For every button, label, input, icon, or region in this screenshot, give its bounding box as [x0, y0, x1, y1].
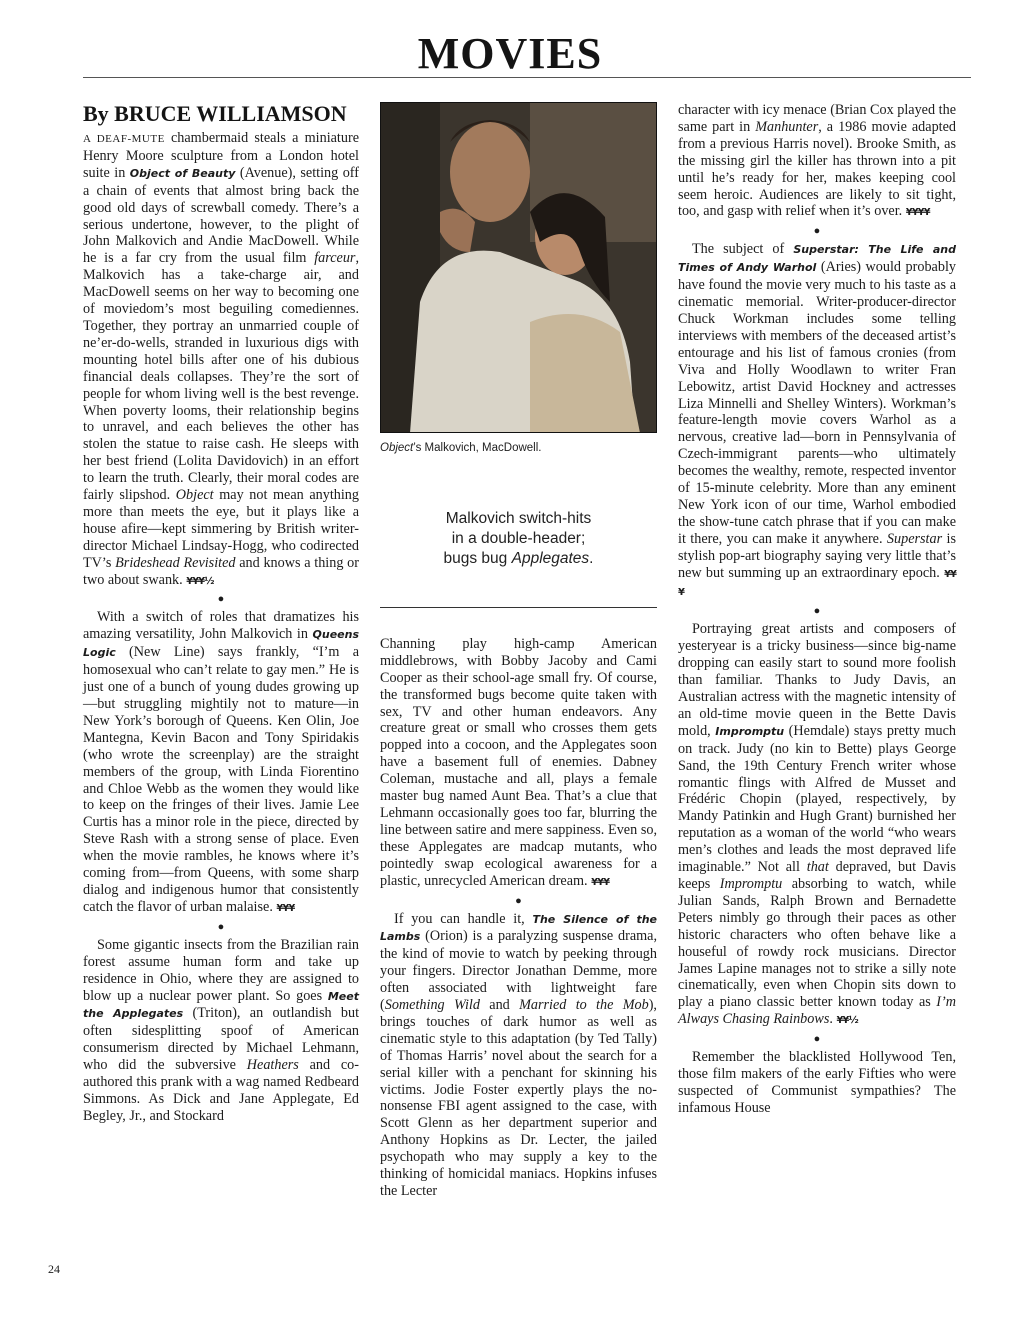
review-queens-logic: With a switch of roles that dramatizes his amazing versatility, John Malkovich in Queens Logic (New Line) says frankly, “I’m a homosexual who can’t relate to gay men.” He is just one of a bunch of young dudes growing up—but struggling mightily not to mature—in New York’s borough of Queens. Ken Olin, Joe Mantegna, Kevin Bacon and Tony Spiridakis (who wrote the screenplay) are the straight members of the group, with Linda Fiorentino and Chloe Webb as the women they would like to keep on the fringes of their lives. Jamie Lee Curtis has a minor role in the piece, directed by Steve Rash with a strong sense of place. Even when the movie rambles, he knows where it’s coming from—from Queens, with some sharp dialog and indigenous humor that consistently catch the flavor of urban malaise. ¥¥¥ — [83, 609, 359, 915]
rating-icon: ¥¥½ — [836, 1015, 858, 1027]
film-title: Queens Logic — [83, 628, 359, 660]
column-1 — [83, 102, 359, 1125]
review-silence-of-the-lambs: If you can handle it, The Silence of the Lambs (Orion) is a paralyzing suspense drama, the kind of movie to watch by peeking through your fingers. Director Jonathan Demme, more often associated with lightweight fare (Something Wild and Married to the Mob), brings touches of dark humor as well as cinematic style to this adaptation (by Ted Tally) of Thomas Harris’ novel about the search for a serial killer with a penchant for skinning his victims. Jodie Foster expertly plays the no-nonsense FBI agent assigned to the case, with Scott Glenn as her department superior and Anthony Hopkins as Dr. Lecter, the jailed psychopath who may supply a key to the thinking of homicidal maniacs. Hopkins infuses the Lecter — [380, 910, 657, 1199]
review-superstar: The subject of Superstar: The Life and Times of Andy Warhol (Aries) would probably have found the movie very much to his taste as a cinematic memorial. Writer-producer-director Chuck Workman includes some telling interviews with members of the deceased artist’s entourage and his list of famous cronies (from Viva and Holly Woodlawn to writer Fran Lebowitz, artist David Hockney and actresses Liza Minnelli and Shelley Winters). Workman’s feature-length movie covers Warhol as a nervous, creative lad—born in Pennsylvania of Czech-immigrant parents—who ultimately becomes the wealthy, remote, respected inventor of 15-minute celebrity. More than any eminent New York icon of our time, Warhol embodied the show-tune catch phrase that if you can make it there, you can make it anywhere. Superstar is stylish pop-art biography saying very little that’s new but summing up an extraordinary epoch. ¥¥¥ — [678, 241, 956, 599]
film-title: Impromptu — [715, 724, 785, 738]
photo-illustration — [380, 102, 657, 433]
separator-dot: ● — [813, 605, 821, 618]
column-2 — [380, 102, 657, 1200]
separator-dot: ● — [813, 1033, 821, 1046]
header-rule — [83, 77, 971, 78]
separator-dot: ● — [813, 225, 821, 238]
film-title: Meet the Applegates — [83, 989, 359, 1021]
film-title: Superstar: The Life and Times of Andy Warhol — [678, 243, 956, 275]
film-title: Object of Beauty — [129, 166, 236, 180]
separator-dot: ● — [217, 593, 225, 606]
rating-icon: ¥¥¥ — [678, 568, 956, 599]
rating-icon: ¥¥¥¥ — [905, 207, 930, 219]
separator-dot: ● — [515, 894, 522, 907]
review-meet-the-applegates: Some gigantic insects from the Brazilian rain forest assume human form and take up residence in Ohio, where they are assigned to blow up a nuclear power plant. So goes Meet the Applegates (Triton), an outlandish but often sidesplitting spoof of American consumerism directed by Michael Lehmann, who did the subversive Heathers and co-authored this prank with a wag named Redbeard Simmons. As Dick and Jane Applegate, Ed Begley, Jr., and Stockard — [83, 936, 360, 1124]
review-applegates-continued: Channing play high-camp American middlebrows, with Bobby Jacoby and Cami Cooper as their school-age small fry. Of course, the transformed bugs become quite taken with sex, TV and other human endeavors. Any creature great or small who crosses them gets popped into a cocoon, and the Applegates soon have a basement full of enemies. Dabney Coleman, mustache and all, plays a female master bug named Aunt Bea. That’s a clue that Lehmann occasionally goes too far, blurring the line between satire and mere sappiness. Even so, these Applegates are madcap mutants, who pointedly swap ecological awareness for a plastic, unrecycled American dream. ¥¥¥ — [380, 635, 657, 889]
movie-still-photo — [380, 102, 657, 433]
column-3 — [678, 102, 956, 1117]
film-title: The Silence of the Lambs — [380, 912, 657, 944]
rating-icon: ¥¥¥ — [276, 902, 295, 914]
review-silence-continued: character with icy menace (Brian Cox played the same part in Manhunter, a 1986 movie adapted from a previous Harris novel). Brooke Smith, as the missing girl the killer has thrown into a pit until he’s ready for her, makes keeping cool seem heroic. Audiences are likely to sit tight, too, and gasp with relief when it’s over. ¥¥¥¥ — [678, 102, 956, 220]
rating-icon: ¥¥¥ — [591, 876, 610, 888]
section-title: MOVIES — [417, 29, 603, 78]
photo-caption: Object’s Malkovich, MacDowell. — [380, 442, 542, 454]
page-number: 24 — [48, 1262, 60, 1276]
review-hollywood-ten: Remember the blacklisted Hollywood Ten, those film makers of the early Fifties who were suspected of Communist sympathies? The infamous House — [678, 1049, 956, 1116]
rating-icon: ¥¥¥½ — [186, 575, 214, 587]
review-object-of-beauty: A DEAF-MUTE chambermaid steals a miniature Henry Moore sculpture from a London hotel suite in Object of Beauty (Avenue), setting off a chain of events that almost bring back the good old days of screwball comedy. There’s a serious undertone, however, to the plight of John Malkovich and Andie MacDowell. While he is a far cry from the usual film farceur, Malkovich has a take-charge air, and MacDowell seems on her way to becoming one of moviedom’s most beguiling comediennes. Together, they portray an unmarried couple of ne’er-do-wells, stranded in luxurious digs with mounting hotel bills after one of his dubious financial deals collapses. They’re the sort of people for whom living well is the best revenge. When poverty looms, their relationship begins to unravel, and each believes the other has stolen the statue to raise cash. He sleeps with her best friend (Lolita Davidovich) in an effort to learn the truth. Clearly, their moral codes are fairly slipshod. Object may not mean anything more than meets the eye, but it plays like a house afire—kept simmering by British writer-director Michael Lindsay-Hogg, who codirected TV’s Brideshead Revisited and knows a thing or two about swank. ¥¥¥½ — [83, 130, 359, 588]
pull-quote: Malkovich switch-hits in a double-header; bugs bug Applegates. — [380, 509, 657, 608]
byline: By BRUCE WILLIAMSON — [83, 101, 347, 126]
separator-dot: ● — [217, 920, 225, 933]
review-impromptu: Portraying great artists and composers of yesteryear is a tricky business—since big-name dropping can easily start to sound more foolish than familiar. Thanks to Judy Davis, an Australian actress with the magnetic intensity of an old-time movie queen in the Bette Davis mold, Impromptu (Hemdale) stays pretty much on track. Judy (no kin to Bette) plays George Sand, the 19th Century French writer whose romantic flings with Alfred de Musset and Frédéric Chopin (played, respectively, by Mandy Patinkin and Hugh Grant) burnished her reputation as a woman of the world “who wears men’s clothes and leads the most depraved life imaginable.” Not all that depraved, but Davis keeps Impromptu absorbing to watch, while Julian Sands, Ralph Brown and Bernadette Peters nimbly go through their paces as other historic characters who often behave like a houseful of rowdy rock musicians. Director James Lapine manages not to strike a silly note cinematically, even when Chopin sits down to play a piano classic better known today as I’m Always Chasing Rainbows. ¥¥½ — [678, 621, 956, 1028]
